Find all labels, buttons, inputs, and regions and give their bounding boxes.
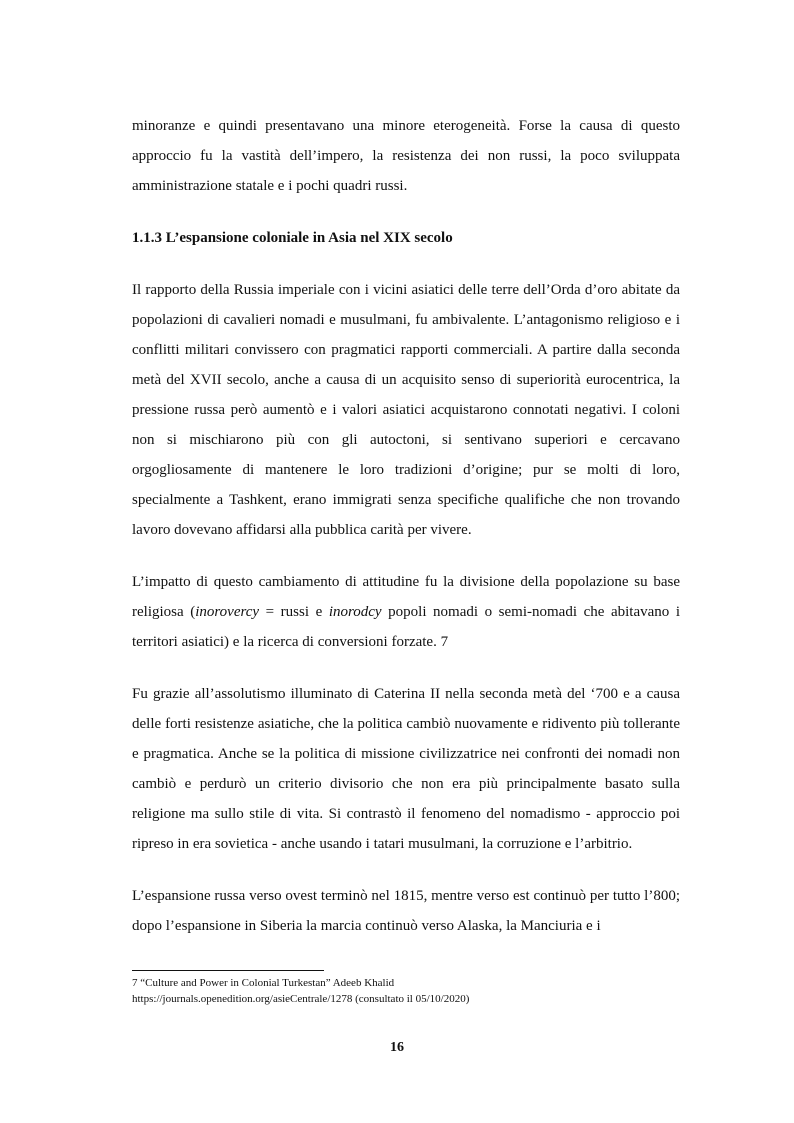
- paragraph-text: popoli nomadi o semi-nomadi che abitavano i territori asiatici) e la ricerca di conversioni forzate. 7: [132, 604, 680, 650]
- paragraph-text: = russi e: [259, 604, 329, 620]
- footnote-citation: 7 “Culture and Power in Colonial Turkestan” Adeeb Khalid: [132, 977, 395, 989]
- paragraph-religious-division: [132, 567, 680, 657]
- paragraph-catherine-ii: Fu grazie all’assolutismo illuminato di Caterina II nella seconda metà del ‘700 e a causa delle forti resistenze asiatiche, che la politica cambiò nuovamente e ridivento più tollerante e pragmatica. Anche se la politica di missione civilizzatrice nei confronti dei nomadi non cambiò e perdurò un criterio divisorio che non era più principalmente basato sulla religione ma sullo stile di vita. Si contrastò il fenomeno del nomadismo - approccio poi ripreso in era sovietica - anche usando i tatari musulmani, la corruzione e l’arbitrio.: [132, 686, 680, 852]
- footnote-url: https://journals.openedition.org/asieCentrale/1278 (consultato il 05/10/2020): [132, 993, 470, 1005]
- footnote-block: [132, 975, 692, 1007]
- page-number: 16: [390, 1040, 404, 1055]
- footnote-divider: [132, 970, 324, 971]
- italic-term: inorovercy: [195, 604, 260, 620]
- paragraph-text: L’impatto di questo cambiamento di attitudine fu la divisione della popolazione su base religiosa (: [132, 574, 680, 620]
- paragraph-expansion: L’espansione russa verso ovest terminò nel 1815, mentre verso est continuò per tutto l’800; dopo l’espansione in Siberia la marcia continuò verso Alaska, la Manciuria e i: [132, 888, 680, 934]
- page-body: [132, 111, 680, 941]
- section-heading: 1.1.3 L’espansione coloniale in Asia nel XIX secolo: [132, 230, 453, 246]
- paragraph-continuation: minoranze e quindi presentavano una minore eterogeneità. Forse la causa di questo approccio fu la vastità dell’impero, la resistenza dei non russi, la poco sviluppata amministrazione statale e i pochi quadri russi.: [132, 118, 680, 194]
- italic-term: inorodcy: [328, 604, 382, 620]
- paragraph-russia-asia-relations: Il rapporto della Russia imperiale con i vicini asiatici delle terre dell’Orda d’oro abitate da popolazioni di cavalieri nomadi e musulmani, fu ambivalente. L’antagonismo religioso e i conflitti militari convissero con pragmatici rapporti commerciali. A partire dalla seconda metà del XVII secolo, anche a causa di un acquisito senso di superiorità eurocentrica, la pressione russa però aumentò e i valori asiatici acquistarono connotati negativi. I coloni non si mischiarono più con gli autoctoni, si sentivano superiori e cercavano orgogliosamente di mantenere le loro tradizioni d’origine; pur se molti di loro, specialmente a Tashkent, erano immigrati senza specifiche qualifiche che non trovando lavoro dovevano affidarsi alla pubblica carità per vivere.: [132, 282, 680, 538]
